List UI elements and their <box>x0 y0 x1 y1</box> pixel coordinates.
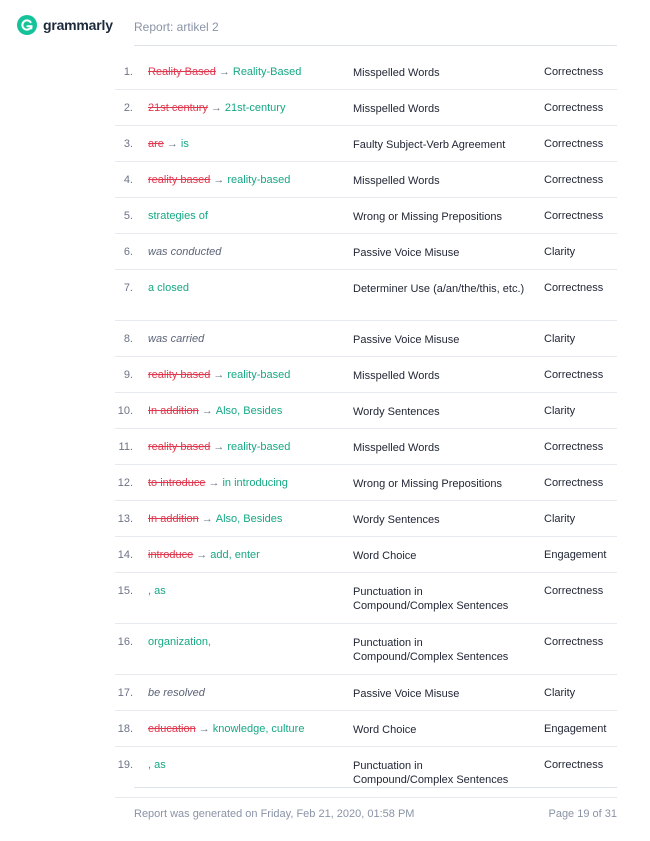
issue-category: Clarity <box>544 333 576 345</box>
issue-category: Correctness <box>544 369 604 381</box>
issue-type: Misspelled Words <box>353 67 440 79</box>
row-number: 13. <box>117 513 133 525</box>
suggested-text: Also, Besides <box>215 405 283 417</box>
issue-category: Correctness <box>544 174 604 186</box>
issue-category: Correctness <box>544 210 604 222</box>
issue-category: Clarity <box>544 246 576 258</box>
suggested-text: reality-based <box>227 441 291 453</box>
suggestion-text <box>148 246 348 258</box>
row-number: 8. <box>123 333 133 345</box>
row-number: 10. <box>117 405 133 417</box>
issue-type: Faulty Subject-Verb Agreement <box>353 139 506 151</box>
issue-category: Clarity <box>544 405 576 417</box>
suggestion-row <box>115 54 617 90</box>
flagged-text: was carried <box>148 333 205 345</box>
suggested-text: strategies of <box>148 210 208 222</box>
suggestion-row <box>115 321 617 357</box>
arrow-right-icon: → <box>198 723 210 735</box>
suggestion-row <box>115 573 617 624</box>
arrow-right-icon: → <box>218 66 230 78</box>
suggestion-row <box>115 711 617 747</box>
suggestion-text <box>148 513 348 525</box>
issue-type: Misspelled Words <box>353 442 440 454</box>
issue-category: Clarity <box>544 687 576 699</box>
issue-category: Clarity <box>544 513 576 525</box>
row-number: 5. <box>123 210 133 222</box>
suggested-text: reality-based <box>227 369 291 381</box>
footer-divider <box>134 787 617 788</box>
issue-category: Engagement <box>544 549 607 561</box>
suggested-text: , as <box>148 585 166 597</box>
suggestion-row <box>115 675 617 711</box>
suggested-text: Also, Besides <box>215 513 283 525</box>
arrow-right-icon: → <box>213 369 225 381</box>
suggestion-row <box>115 429 617 465</box>
suggestion-text <box>148 333 348 345</box>
issue-category: Correctness <box>544 636 604 648</box>
suggestion-list <box>115 54 617 798</box>
row-number: 14. <box>117 549 133 561</box>
suggested-text: a closed <box>148 282 189 294</box>
suggestion-row <box>115 270 617 321</box>
row-number: 11. <box>118 441 133 453</box>
suggestion-text <box>148 585 348 597</box>
arrow-right-icon: → <box>201 513 213 525</box>
deleted-text: introduce <box>148 549 194 561</box>
issue-type: Wordy Sentences <box>353 514 440 526</box>
flagged-text: was conducted <box>148 246 222 258</box>
suggestion-text <box>148 759 348 771</box>
suggestion-text <box>148 66 348 78</box>
issue-category: Engagement <box>544 723 607 735</box>
generated-timestamp: Report was generated on Friday, Feb 21, 2020, 01:58 PM <box>134 808 415 820</box>
deleted-text: to introduce <box>148 477 206 489</box>
flagged-text: be resolved <box>148 687 205 699</box>
suggested-text: add, enter <box>210 549 260 561</box>
suggested-text: , as <box>148 759 166 771</box>
issue-type: Determiner Use (a/an/the/this, etc.) <box>353 283 525 295</box>
deleted-text: Reality Based <box>148 66 216 78</box>
row-number: 2. <box>123 102 133 114</box>
deleted-text: reality based <box>148 369 211 381</box>
deleted-text: In addition <box>148 405 199 417</box>
suggestion-row <box>115 393 617 429</box>
arrow-right-icon: → <box>208 477 220 489</box>
issue-type: Wordy Sentences <box>353 406 440 418</box>
header-divider <box>134 45 617 46</box>
suggestion-row <box>115 747 617 798</box>
row-number: 16. <box>117 636 133 648</box>
issue-type: Wrong or Missing Prepositions <box>353 478 502 490</box>
suggestion-row <box>115 357 617 393</box>
issue-type: Wrong or Missing Prepositions <box>353 211 502 223</box>
brand-name: grammarly <box>43 17 113 33</box>
row-number: 1. <box>123 66 133 78</box>
suggestion-text <box>148 102 348 114</box>
deleted-text: reality based <box>148 441 211 453</box>
grammarly-logo <box>17 15 113 35</box>
suggested-text: knowledge, culture <box>212 723 305 735</box>
issue-category: Correctness <box>544 477 604 489</box>
row-number: 15. <box>117 585 133 597</box>
issue-type: Misspelled Words <box>353 175 440 187</box>
suggestion-text <box>148 369 348 381</box>
issue-type: Passive Voice Misuse <box>353 688 460 700</box>
issue-category: Correctness <box>544 138 604 150</box>
suggestion-row <box>115 126 617 162</box>
issue-type: Word Choice <box>353 724 417 736</box>
arrow-right-icon: → <box>210 102 222 114</box>
grammarly-g-icon <box>17 15 37 35</box>
issue-type: Punctuation in Compound/Complex Sentences <box>353 637 509 663</box>
issue-type: Passive Voice Misuse <box>353 247 460 259</box>
suggestion-text <box>148 441 348 453</box>
row-number: 3. <box>123 138 133 150</box>
report-title: Report: artikel 2 <box>134 20 219 34</box>
row-number: 12. <box>117 477 133 489</box>
suggested-text: in introducing <box>222 477 288 489</box>
suggestion-text <box>148 636 348 648</box>
issue-type: Misspelled Words <box>353 103 440 115</box>
suggestion-text <box>148 687 348 699</box>
row-number: 4. <box>123 174 133 186</box>
row-number: 6. <box>123 246 133 258</box>
suggestion-row <box>115 198 617 234</box>
suggested-text: reality-based <box>227 174 291 186</box>
suggestion-row <box>115 624 617 675</box>
row-number: 7. <box>123 282 133 294</box>
deleted-text: are <box>148 138 164 150</box>
issue-type: Punctuation in Compound/Complex Sentences <box>353 586 509 612</box>
suggestion-text <box>148 210 348 222</box>
suggested-text: Reality-Based <box>232 66 302 78</box>
suggestion-row <box>115 465 617 501</box>
arrow-right-icon: → <box>201 405 213 417</box>
arrow-right-icon: → <box>213 174 225 186</box>
row-number: 18. <box>117 723 133 735</box>
issue-category: Correctness <box>544 282 604 294</box>
suggestion-row <box>115 537 617 573</box>
arrow-right-icon: → <box>196 549 208 561</box>
issue-category: Correctness <box>544 585 604 597</box>
row-number: 19. <box>117 759 133 771</box>
issue-type: Passive Voice Misuse <box>353 334 460 346</box>
suggestion-text <box>148 174 348 186</box>
suggestion-row <box>115 90 617 126</box>
suggestion-text <box>148 477 348 489</box>
suggestion-row <box>115 234 617 270</box>
row-number: 17. <box>117 687 133 699</box>
issue-type: Misspelled Words <box>353 370 440 382</box>
deleted-text: education <box>148 723 196 735</box>
page-number: Page 19 of 31 <box>548 808 617 820</box>
suggestion-text <box>148 138 348 150</box>
deleted-text: In addition <box>148 513 199 525</box>
suggestion-text <box>148 723 348 735</box>
issue-category: Correctness <box>544 759 604 771</box>
issue-category: Correctness <box>544 102 604 114</box>
issue-type: Word Choice <box>353 550 417 562</box>
issue-category: Correctness <box>544 441 604 453</box>
report-header <box>0 0 650 50</box>
suggestion-text <box>148 549 348 561</box>
issue-category: Correctness <box>544 66 604 78</box>
suggestion-row <box>115 501 617 537</box>
deleted-text: 21st century <box>148 102 208 114</box>
arrow-right-icon: → <box>166 138 178 150</box>
suggestion-text <box>148 282 348 294</box>
suggested-text: organization, <box>148 636 211 648</box>
deleted-text: reality based <box>148 174 211 186</box>
suggested-text: 21st-century <box>224 102 286 114</box>
suggestion-text <box>148 405 348 417</box>
arrow-right-icon: → <box>213 441 225 453</box>
issue-type: Punctuation in Compound/Complex Sentences <box>353 760 509 786</box>
suggestion-row <box>115 162 617 198</box>
suggested-text: is <box>180 138 189 150</box>
row-number: 9. <box>123 369 133 381</box>
